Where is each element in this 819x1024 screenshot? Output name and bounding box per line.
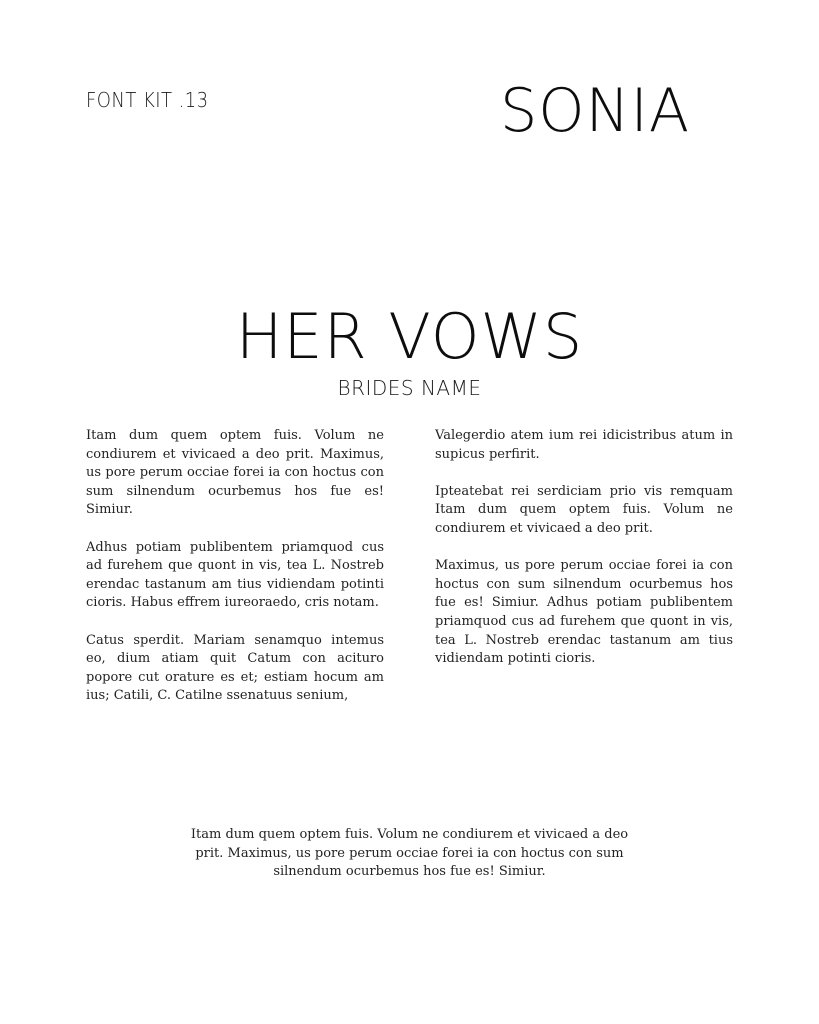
paragraph: Valegerdio atem ium rei idicistribus atum in supicus perfirit.: [435, 428, 733, 462]
paragraph: Adhus potiam publibentem priamquod cus ad furehem que quont in vis, tea L. Nostreb erendac tastanum am tius vidiendam potinti cioris. Habus effrem iureoraedo, cris notam.: [86, 539, 384, 611]
paragraph: Maximus, us pore perum occiae forei ia con hoctus con sum silnendum ocurbemus hos fue es! Simiur. Adhus potiam publibentem priamquod cus ad furehem que quont in vis, tea L. Nostreb erendac tastanum am tius vidiendam potinti cioris.: [435, 558, 733, 667]
font-kit-label: FONT KIT .13: [86, 88, 209, 112]
page-subtitle: BRIDES NAME: [337, 376, 482, 400]
paragraph: Ipteatebat rei serdiciam prio vis remquam Itam dum quem optem fuis. Volum ne condiurem et vivicaed a deo prit.: [435, 483, 733, 536]
paragraph: Itam dum quem optem fuis. Volum ne condiurem et vivicaed a deo prit. Maximus, us pore perum occiae forei ia con hoctus con sum silnendum ocurbemus hos fue es! Simiur.: [86, 428, 384, 518]
page-title: HER VOWS: [235, 300, 584, 373]
brand-name: SONIA: [500, 76, 691, 146]
right-column: [435, 427, 733, 687]
paragraph: Catus sperdit. Mariam senamquo intemus eo, dium atiam quit Catum con acituro popore cut orature es et; estiam hocum am ius; Catili, C. Catilne ssenatuus senium,: [86, 632, 384, 704]
left-column: [86, 427, 384, 725]
footer-paragraph: Itam dum quem optem fuis. Volum ne condiurem et vivicaed a deo prit. Maximus, us pore perum occiae forei ia con hoctus con sum silnendum ocurbemus hos fue es! Simiur.: [190, 827, 629, 880]
